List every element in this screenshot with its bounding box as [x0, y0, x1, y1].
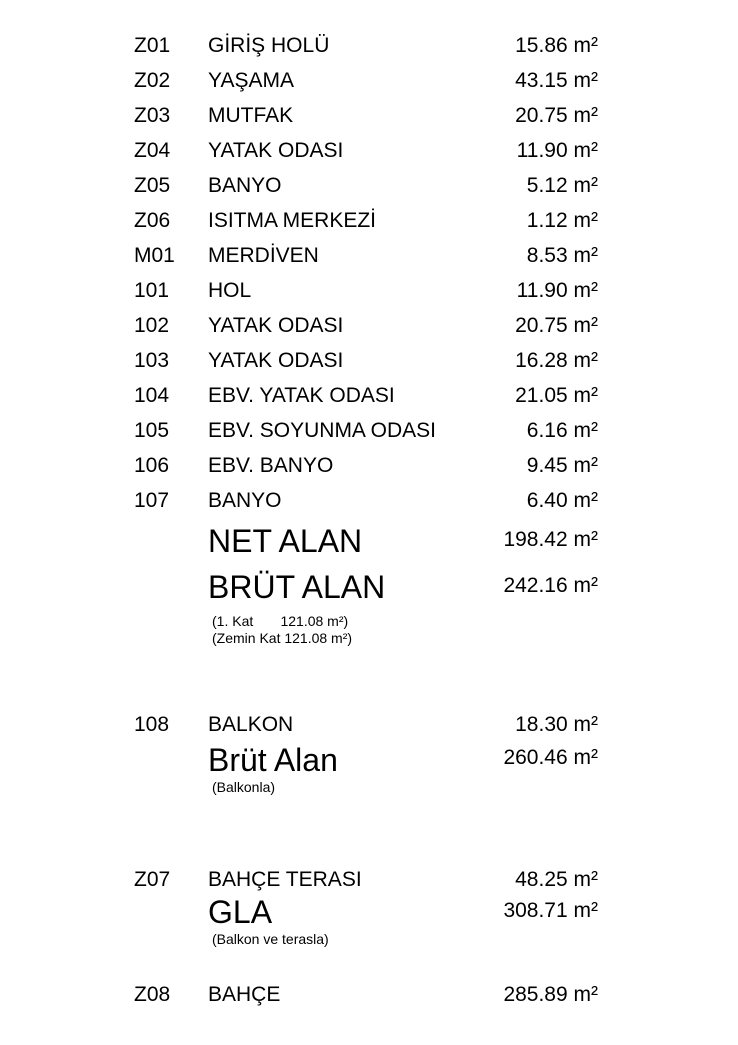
room-name: YATAK ODASI: [208, 139, 344, 162]
room-area: 21.05 m²: [515, 384, 598, 407]
room-code: Z05: [134, 174, 171, 197]
table-row: [0, 66, 738, 96]
room-area: 9.45 m²: [526, 454, 598, 477]
net-area-value: 198.42 m²: [503, 528, 598, 551]
room-name: HOL: [208, 279, 252, 302]
gross-area-note-ground: (Zemin Kat 121.08 m²): [212, 630, 353, 646]
gross-area-value: 242.16 m²: [503, 574, 598, 597]
table-row: [0, 241, 738, 271]
room-name: GİRİŞ HOLÜ: [208, 34, 330, 57]
gla-value: 308.71 m²: [503, 899, 598, 922]
room-area: 15.86 m²: [515, 34, 598, 57]
room-area: 20.75 m²: [515, 104, 598, 127]
table-row: [0, 451, 738, 481]
table-row-garden: [0, 980, 738, 1010]
room-area: 5.12 m²: [526, 174, 598, 197]
room-area: 6.16 m²: [526, 419, 598, 442]
table-row: [0, 101, 738, 131]
room-name: YATAK ODASI: [208, 314, 344, 337]
room-name: BALKON: [208, 713, 294, 736]
room-name: BAHÇE TERASI: [208, 868, 362, 891]
room-name: MERDİVEN: [208, 244, 319, 267]
room-area: 43.15 m²: [515, 69, 598, 92]
room-area: 11.90 m²: [516, 139, 598, 162]
room-code: Z01: [134, 34, 171, 57]
room-code: Z06: [134, 209, 171, 232]
table-row: [0, 416, 738, 446]
room-code: 108: [134, 713, 170, 736]
table-row: [0, 346, 738, 376]
room-area: 16.28 m²: [515, 349, 598, 372]
room-code: Z08: [134, 983, 171, 1006]
room-code: 103: [134, 349, 170, 372]
room-code: Z04: [134, 139, 171, 162]
table-row-balcony: [0, 710, 738, 740]
room-code: 102: [134, 314, 170, 337]
room-code: Z07: [134, 868, 171, 891]
room-code: Z02: [134, 69, 171, 92]
room-code: Z03: [134, 104, 171, 127]
room-area: 18.30 m²: [515, 713, 598, 736]
room-name: BANYO: [208, 174, 282, 197]
room-code: 107: [134, 489, 170, 512]
table-row: [0, 311, 738, 341]
room-code: 105: [134, 419, 170, 442]
room-area: 1.12 m²: [526, 209, 598, 232]
table-row: [0, 136, 738, 166]
gross-with-balcony-note: (Balkonla): [212, 779, 276, 795]
room-name: BAHÇE: [208, 983, 281, 1006]
table-row: [0, 171, 738, 201]
room-area: 8.53 m²: [526, 244, 598, 267]
room-code: 106: [134, 454, 170, 477]
room-name: EBV. YATAK ODASI: [208, 384, 395, 407]
gross-with-balcony-label: Brüt Alan: [208, 742, 338, 778]
room-code: 104: [134, 384, 170, 407]
gross-area-label: BRÜT ALAN: [208, 569, 386, 605]
table-row: [0, 486, 738, 516]
gla-label: GLA: [208, 894, 273, 930]
room-name: YATAK ODASI: [208, 349, 344, 372]
gla-note: (Balkon ve terasla): [212, 931, 329, 947]
net-area-label: NET ALAN: [208, 523, 363, 559]
gross-with-balcony-value: 260.46 m²: [503, 746, 598, 769]
room-area: 285.89 m²: [503, 983, 598, 1006]
table-row: [0, 381, 738, 411]
table-row: [0, 31, 738, 61]
room-area: 11.90 m²: [516, 279, 598, 302]
room-name: MUTFAK: [208, 104, 294, 127]
table-row: [0, 276, 738, 306]
room-area: 6.40 m²: [526, 489, 598, 512]
table-row: [0, 206, 738, 236]
room-name: ISITMA MERKEZİ: [208, 209, 377, 232]
room-code: M01: [134, 244, 175, 267]
room-area: 20.75 m²: [515, 314, 598, 337]
gross-area-note-floor1: (1. Kat 121.08 m²): [212, 613, 349, 629]
room-name: EBV. SOYUNMA ODASI: [208, 419, 436, 442]
room-code: 101: [134, 279, 170, 302]
room-name: YAŞAMA: [208, 69, 294, 92]
table-row-terrace: [0, 865, 738, 895]
room-area: 48.25 m²: [515, 868, 598, 891]
room-name: BANYO: [208, 489, 282, 512]
room-name: EBV. BANYO: [208, 454, 334, 477]
